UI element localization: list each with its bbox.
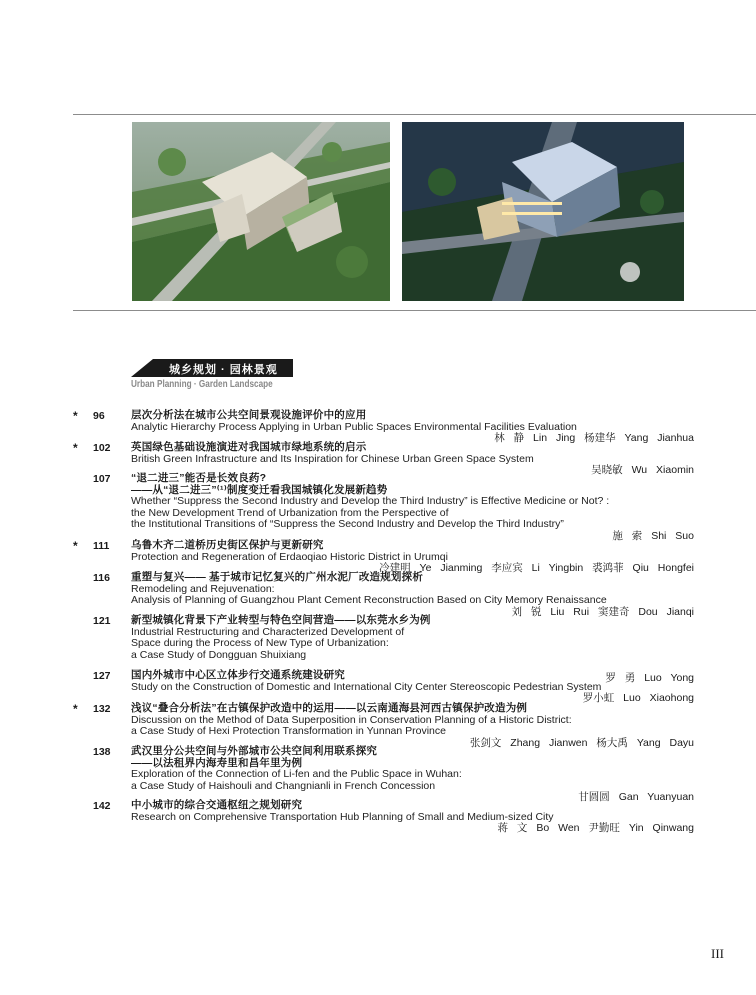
entry-page-number: 111 <box>93 540 110 552</box>
entry-title-en: Discussion on the Method of Data Superposition in Conservation Planning of a Historic District: <box>131 713 572 726</box>
entry-authors: 蒋 文 Bo Wen 尹勤旺 Yin Qinwang <box>497 822 694 834</box>
entry-authors: 吴晓敏 Wu Xiaomin <box>591 464 694 476</box>
entry-page-number: 96 <box>93 410 105 422</box>
featured-star-icon: * <box>73 409 78 423</box>
entry-page-number: 127 <box>93 670 111 682</box>
entry-title-en: the New Development Trend of Urbanization from the Perspective of <box>131 506 449 519</box>
entry-title-en: Study on the Construction of Domestic and International City Center Stereoscopic Pedestrian System <box>131 680 602 693</box>
section-title-en: Urban Planning · Garden Landscape <box>131 379 273 390</box>
section-banner <box>131 359 293 377</box>
entry-title-cn: ——从“退二进三”⁽¹⁾制度变迁看我国城镇化发展新趋势 <box>131 483 388 496</box>
entry-title-en: Whether “Suppress the Second Industry and Develop the Third Industry” is Effective Medicine or Not? : <box>131 495 610 507</box>
entry-page-number: 121 <box>93 615 111 627</box>
entry-title-en: Research on Comprehensive Transportation Hub Planning of Small and Medium-sized City <box>131 810 554 823</box>
top-rule <box>73 114 756 115</box>
entry-authors: 罗小虹 Luo Xiaohong <box>582 692 694 704</box>
entry-title-cn: 浅议“叠合分析法”在古镇保护改造中的运用——以云南通海县河西古镇保护改造为例 <box>131 702 528 714</box>
featured-star-icon: * <box>73 539 78 553</box>
entry-title-cn: 乌鲁木齐二道桥历史街区保护与更新研究 <box>131 539 324 551</box>
entry-title-cn: 层次分析法在城市公共空间景观设施评价中的应用 <box>131 409 367 421</box>
entry-authors: 施 索 Shi Suo <box>612 529 694 542</box>
entry-title-en: Industrial Restructuring and Characterized Development of <box>131 625 405 638</box>
entry-title-cn: 英国绿色基础设施演进对我国城市绿地系统的启示 <box>131 441 367 453</box>
entry-title-cn: 中小城市的综合交通枢纽之规划研究 <box>131 799 303 811</box>
entry-title-en: a Case Study of Dongguan Shuixiang <box>131 648 307 661</box>
entry-title-cn: 新型城镇化背景下产业转型与特色空间营造——以东莞水乡为例 <box>131 614 431 626</box>
entry-page-number: 102 <box>93 442 111 454</box>
entry-page-number: 138 <box>93 746 111 758</box>
entry-page-number: 132 <box>93 703 111 715</box>
entry-authors: 林 静 Lin Jing 杨建华 Yang Jianhua <box>494 432 694 444</box>
aerial-rendering-night <box>402 122 684 301</box>
page-number: III <box>711 946 724 961</box>
entry-title-en: Analytic Hierarchy Process Applying in Urban Public Spaces Environmental Facilities Evaluation <box>131 420 577 433</box>
entry-authors: 刘 锐 Liu Rui 窦建奇 Dou Jianqi <box>511 605 694 618</box>
entry-title-en: a Case Study of Hexi Protection Transformation in Yunnan Province <box>131 725 446 737</box>
entry-title-en: the Institutional Transitions of “Suppress the Second Industry and Develop the Third Industry” <box>131 518 564 530</box>
entry-title-cn: “退二进三”能否是长效良药? <box>131 472 267 484</box>
entry-title-en: British Green Infrastructure and Its Inspiration for Chinese Urban Green Space System <box>131 452 534 465</box>
featured-star-icon: * <box>73 441 78 455</box>
aerial-rendering-day <box>132 122 390 301</box>
entry-title-cn: ——以法租界内海寿里和昌年里为例 <box>131 756 303 769</box>
entry-title-cn: 国内外城市中心区立体步行交通系统建设研究 <box>131 669 345 681</box>
entry-page-number: 142 <box>93 800 111 812</box>
entry-title-en: Remodeling and Rejuvenation: <box>131 582 275 595</box>
entry-page-number: 116 <box>93 572 110 584</box>
entry-title-en: a Case Study of Haishouli and Changnianli in French Concession <box>131 779 436 792</box>
entry-title-en: Exploration of the Connection of Li-fen and the Public Space in Wuhan: <box>131 768 462 780</box>
entry-title-en: Space during the Process of New Type of Urbanization: <box>131 637 389 649</box>
featured-star-icon: * <box>73 702 78 716</box>
entry-title-en: Protection and Regeneration of Erdaoqiao Historic District in Urumqi <box>131 550 448 563</box>
entry-authors: 冷建明 Ye Jianming 李应宾 Li Yingbin 裘鸿菲 Qiu Hongfei <box>379 562 694 574</box>
entry-authors: 罗 勇 Luo Yong <box>605 671 694 684</box>
bottom-rule <box>73 310 756 311</box>
entry-title-en: Analysis of Planning of Guangzhou Plant Cement Reconstruction Based on City Memory Renaissance <box>131 594 607 606</box>
entry-page-number: 107 <box>93 473 111 485</box>
entry-authors: 张剑文 Zhang Jianwen 杨大禹 Yang Dayu <box>469 736 694 749</box>
entry-title-cn: 重塑与复兴—— 基于城市记忆复兴的广州水泥厂改造规划探析 <box>131 571 424 583</box>
entry-title-cn: 武汉里分公共空间与外部城市公共空间利用联系探究 <box>131 745 378 757</box>
entry-authors: 甘圆圆 Gan Yuanyuan <box>578 791 694 803</box>
section-title-cn: 城乡规划 · 园林景观 <box>169 364 278 376</box>
